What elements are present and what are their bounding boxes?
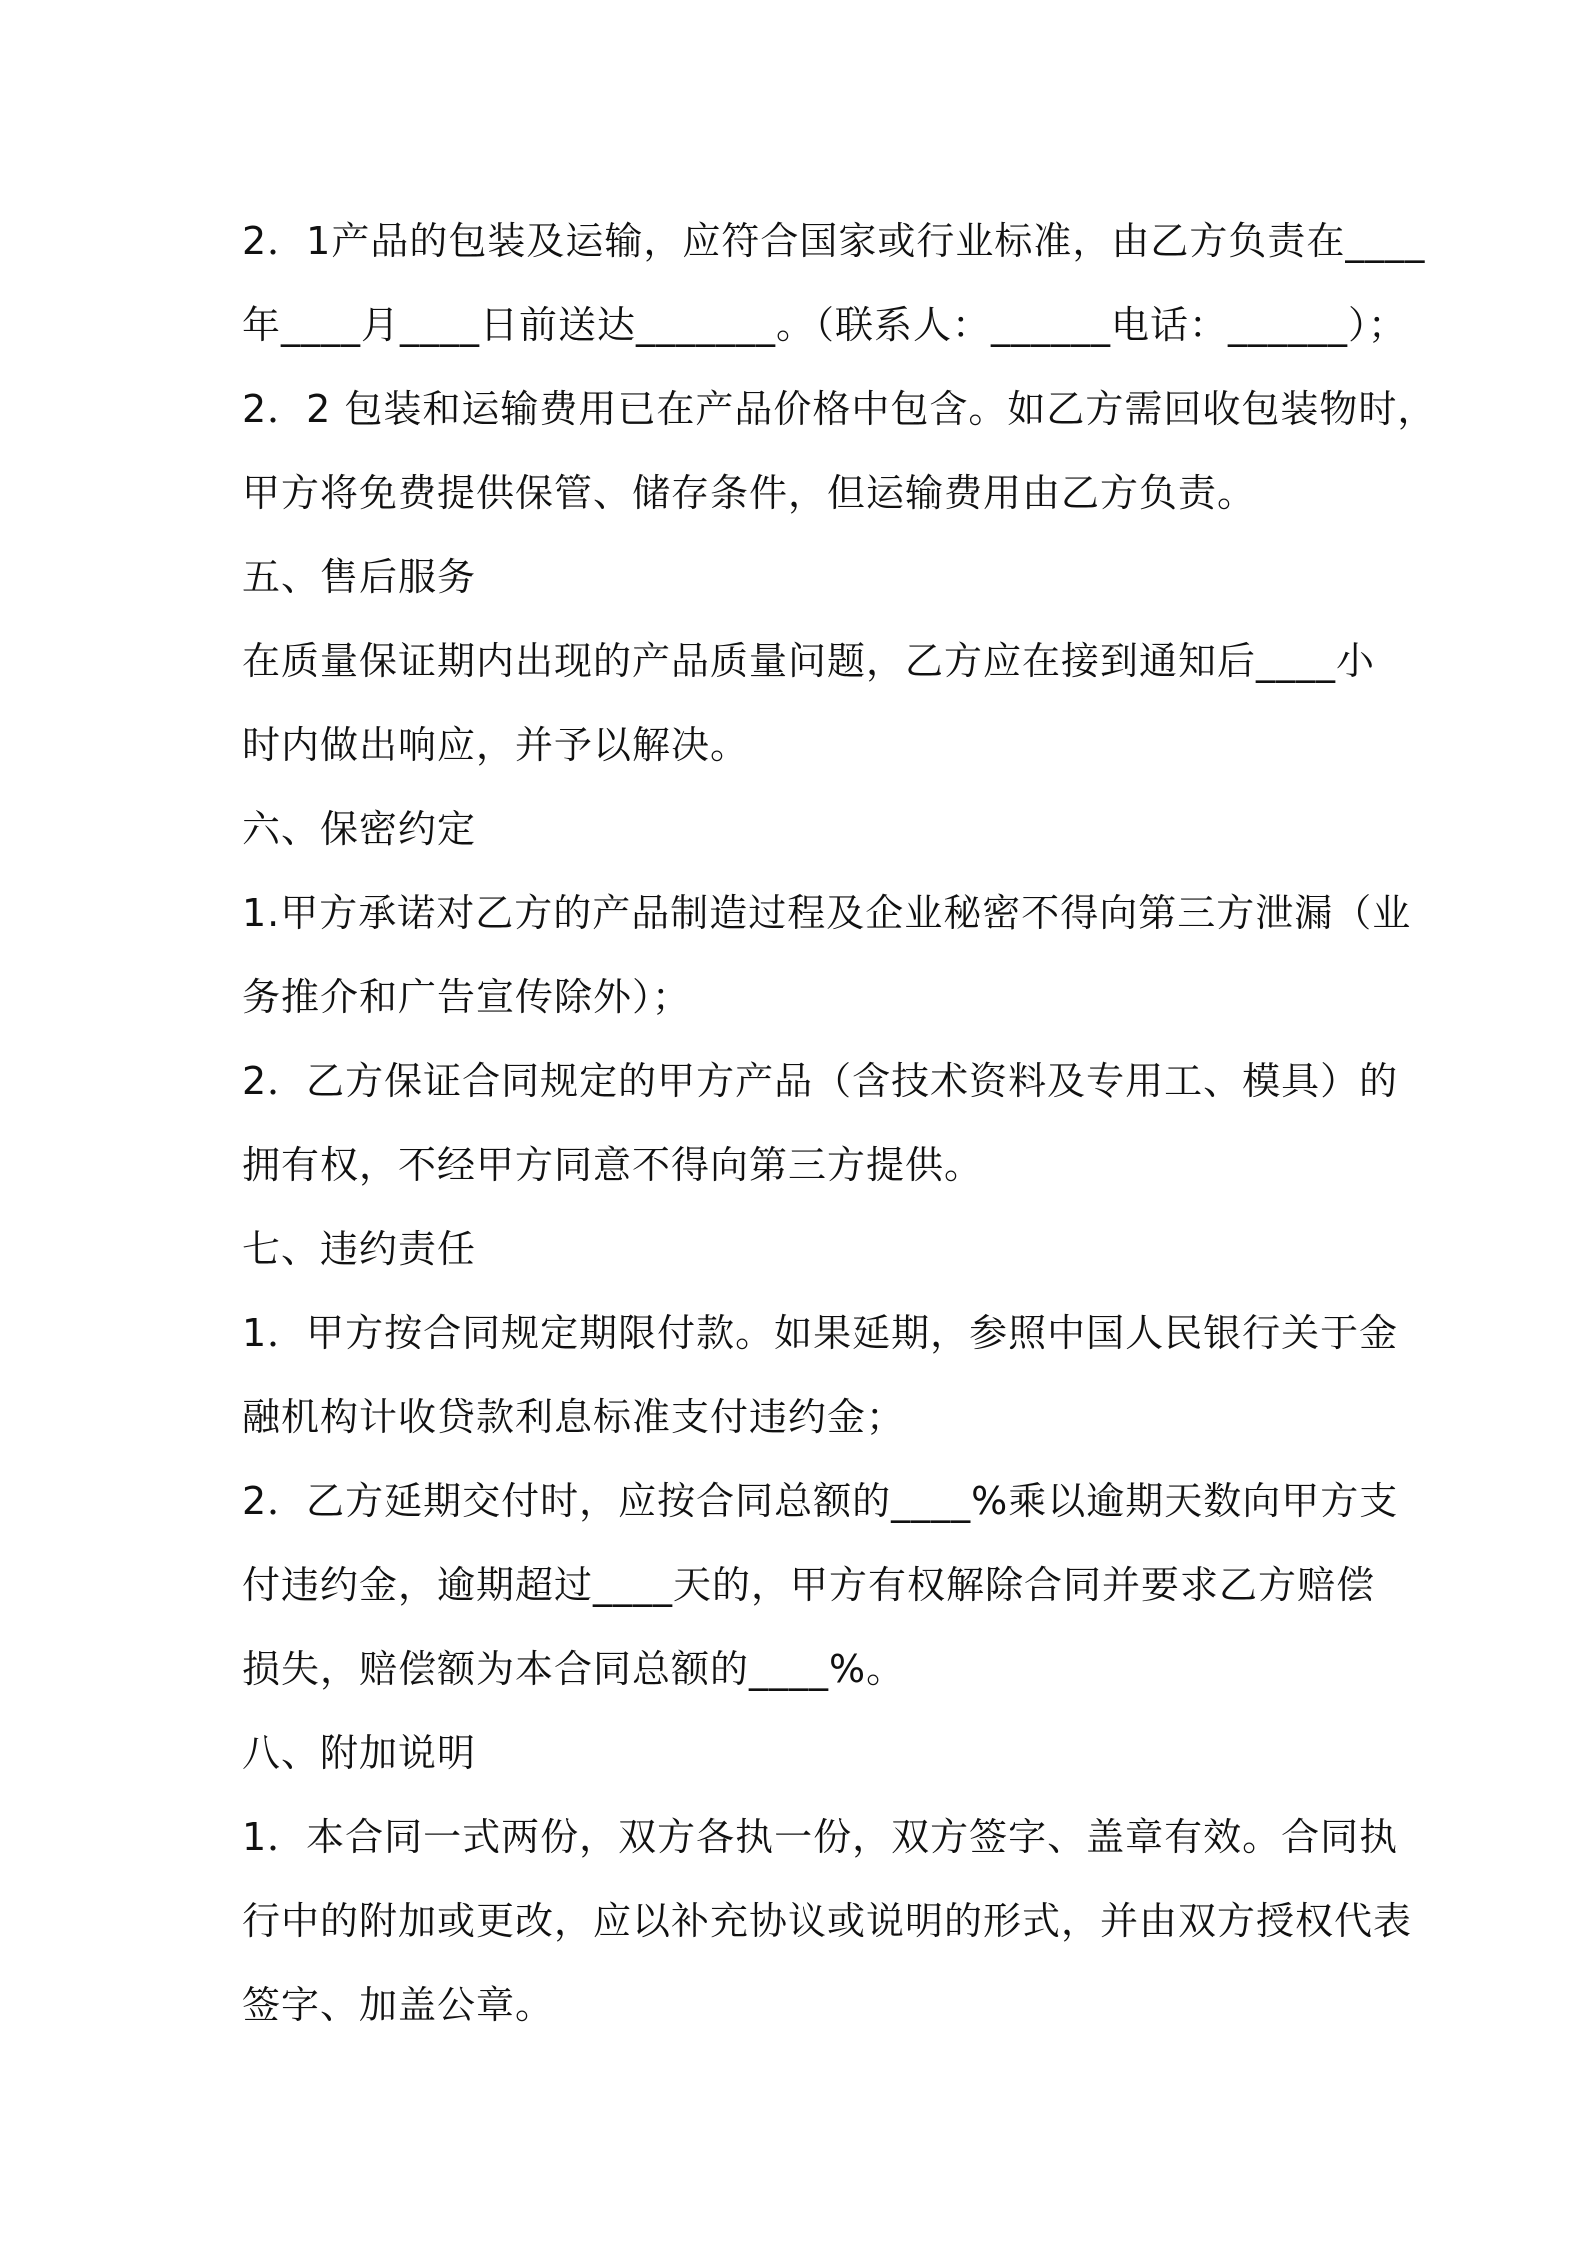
section-heading: 八、附加说明 bbox=[242, 1731, 477, 1775]
text-line: 务推介和广告宣传除外）； bbox=[242, 975, 692, 1019]
text-line: 付违约金，逾期超过____天的，甲方有权解除合同并要求乙方赔偿 bbox=[242, 1563, 1376, 1607]
section-heading: 六、保密约定 bbox=[242, 807, 477, 851]
text-line: 融机构计收贷款利息标准支付违约金； bbox=[242, 1395, 906, 1439]
text-line: 年____月____日前送达_______。（联系人：______电话：______）； bbox=[242, 303, 1408, 347]
text-line: 2．1产品的包装及运输，应符合国家或行业标准，由乙方负责在____ bbox=[242, 219, 1426, 263]
text-line: 2．乙方保证合同规定的甲方产品（含技术资料及专用工、模具）的 bbox=[242, 1059, 1399, 1103]
section-heading: 五、售后服务 bbox=[242, 555, 477, 599]
text-line: 2．乙方延期交付时，应按合同总额的____%乘以逾期天数向甲方支 bbox=[242, 1479, 1399, 1523]
text-line: 在质量保证期内出现的产品质量问题，乙方应在接到通知后____小 bbox=[242, 639, 1376, 683]
text-line: 时内做出响应，并予以解决。 bbox=[242, 723, 750, 767]
text-line: 2．2 包装和运输费用已在产品价格中包含。如乙方需回收包装物时， bbox=[242, 387, 1437, 431]
text-line: 1．本合同一式两份，双方各执一份，双方签字、盖章有效。合同执 bbox=[242, 1815, 1399, 1859]
text-line: 拥有权，不经甲方同意不得向第三方提供。 bbox=[242, 1143, 984, 1187]
text-line: 1．甲方按合同规定期限付款。如果延期，参照中国人民银行关于金 bbox=[242, 1311, 1399, 1355]
text-line: 签字、加盖公章。 bbox=[242, 1983, 555, 2027]
text-line: 甲方将免费提供保管、储存条件，但运输费用由乙方负责。 bbox=[242, 471, 1257, 515]
contract-page bbox=[242, 199, 1437, 2047]
text-line: 损失，赔偿额为本合同总额的____%。 bbox=[242, 1647, 906, 1691]
text-line: 1.甲方承诺对乙方的产品制造过程及企业秘密不得向第三方泄漏（业 bbox=[242, 891, 1412, 935]
section-heading: 七、违约责任 bbox=[242, 1227, 477, 1271]
text-line: 行中的附加或更改，应以补充协议或说明的形式，并由双方授权代表 bbox=[242, 1899, 1413, 1943]
